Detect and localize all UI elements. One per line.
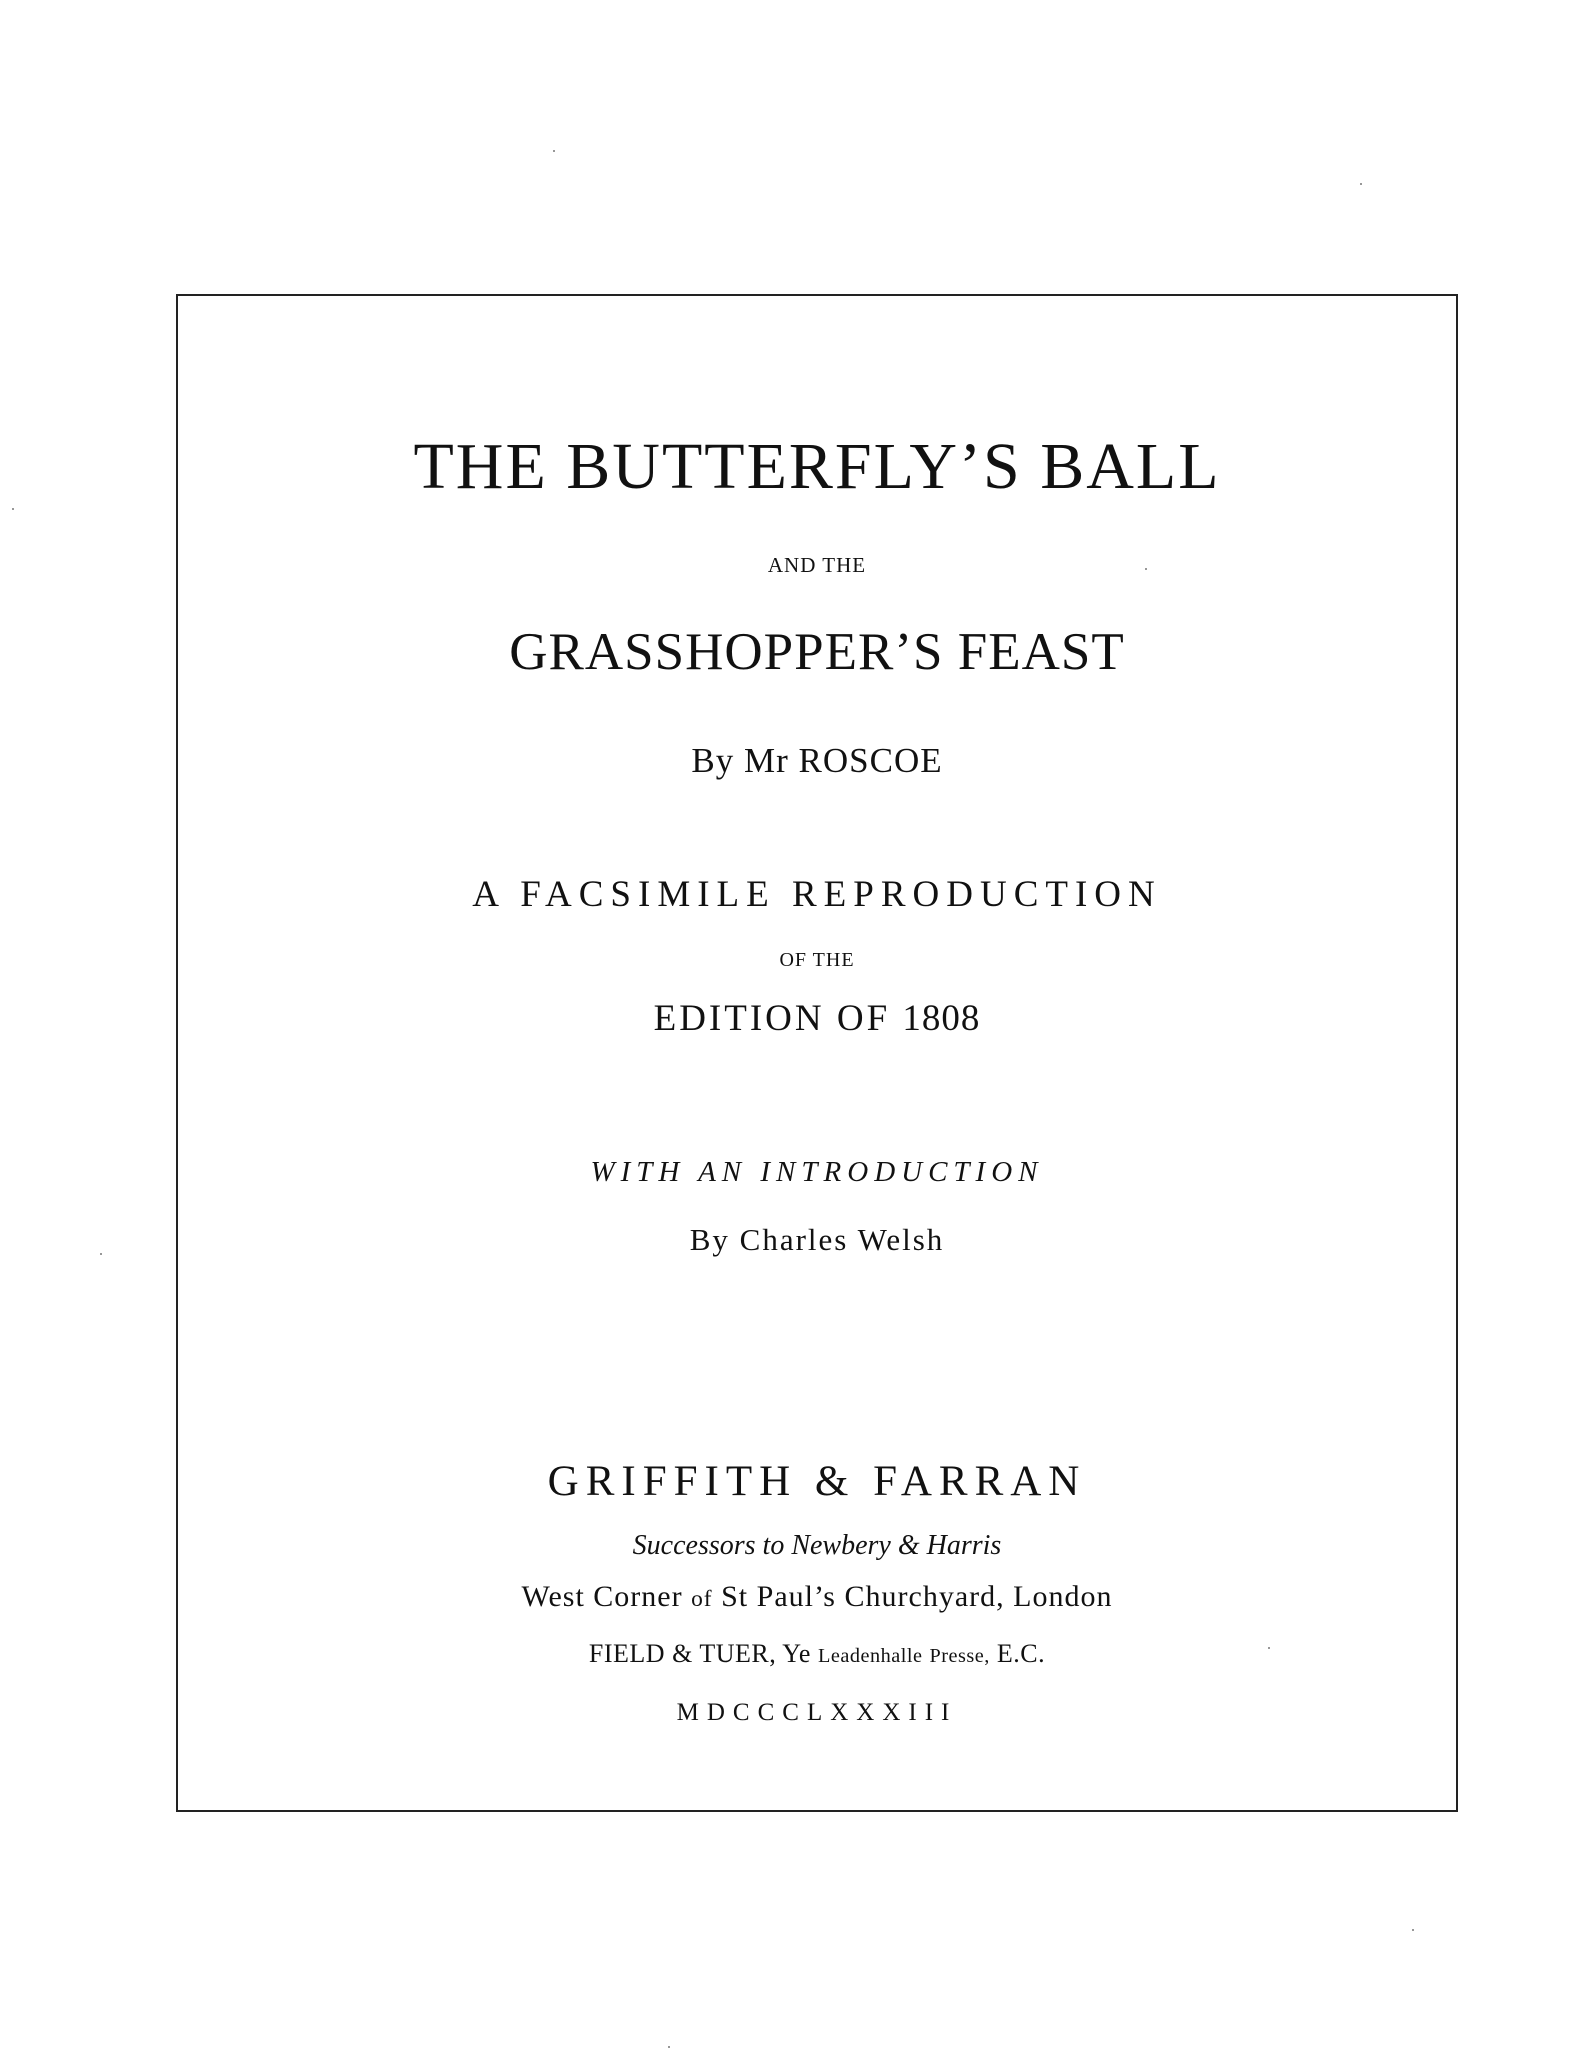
printer-name: FIELD & TUER, xyxy=(588,1639,777,1668)
address-west: West xyxy=(521,1580,585,1613)
speck-decoration xyxy=(1412,1929,1414,1931)
publisher-name: GRIFFITH & FARRAN xyxy=(547,1458,1087,1505)
speck-decoration xyxy=(100,1253,102,1255)
byline-by: By xyxy=(691,741,735,780)
speck-decoration xyxy=(1268,1647,1270,1649)
publisher-address xyxy=(178,1582,1456,1612)
speck-decoration xyxy=(553,150,555,152)
publication-year: MDCCCLXXXIII xyxy=(676,1699,958,1726)
title-page-frame xyxy=(176,294,1458,1812)
address-st: St xyxy=(721,1580,749,1613)
intro-last-name: Welsh xyxy=(857,1222,945,1257)
of-the-connector: OF THE xyxy=(779,949,855,971)
successors-note: Successors to Newbery & Harris xyxy=(632,1530,1002,1561)
speck-decoration xyxy=(12,508,14,510)
author-name: ROSCOE xyxy=(798,741,943,780)
intro-first-name: Charles xyxy=(739,1222,849,1257)
edition-year: 1808 xyxy=(902,998,981,1039)
introduction-author xyxy=(178,1224,1456,1255)
author-byline xyxy=(178,743,1456,778)
introduction-note: WITH AN INTRODUCTION xyxy=(590,1156,1044,1188)
printer-leadenhalle: Leadenhalle xyxy=(817,1645,923,1667)
speck-decoration xyxy=(1145,568,1147,570)
facsimile-heading: A FACSIMILE REPRODUCTION xyxy=(472,874,1162,915)
speck-decoration xyxy=(668,2046,670,2048)
byline-mr: Mr xyxy=(743,741,789,780)
intro-by: By xyxy=(689,1222,730,1257)
book-title: THE BUTTERFLY’S BALL xyxy=(413,430,1221,503)
edition-label: EDITION OF xyxy=(653,998,891,1039)
speck-decoration xyxy=(1360,183,1362,185)
printer-line xyxy=(178,1641,1456,1667)
edition-line xyxy=(178,1000,1456,1037)
printer-presse: Presse, xyxy=(929,1645,990,1667)
book-subtitle: GRASSHOPPER’S FEAST xyxy=(509,623,1125,681)
and-the-connector: AND THE xyxy=(767,553,867,577)
address-churchyard: Churchyard, xyxy=(844,1580,1005,1613)
address-pauls: Paul’s xyxy=(756,1580,836,1613)
address-corner: Corner xyxy=(593,1580,683,1613)
address-of: of xyxy=(691,1586,713,1612)
address-london: London xyxy=(1013,1580,1113,1613)
printer-ec: E.C. xyxy=(996,1639,1046,1668)
printer-ye: Ye xyxy=(782,1639,811,1668)
